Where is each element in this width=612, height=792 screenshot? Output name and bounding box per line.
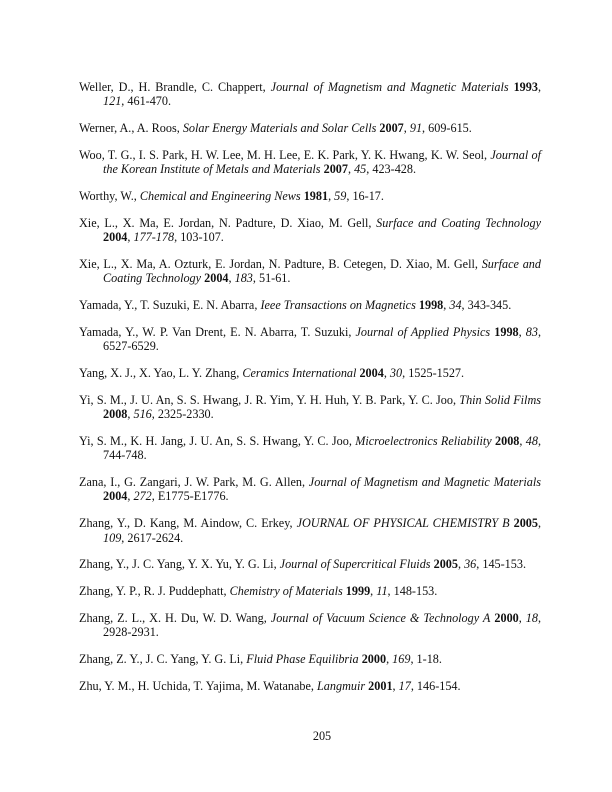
reference-volume: 18 (525, 611, 538, 626)
reference-journal: Journal of Supercritical Fluids (279, 557, 431, 572)
reference-journal: Ieee Transactions on Magnetics (260, 298, 416, 313)
reference-entry: Werner, A., A. Roos, Solar Energy Materials and Solar Cells 2007, 91, 609-615. (79, 121, 472, 136)
reference-year: 1981 (303, 189, 329, 204)
reference-journal: Chemistry of Materials (229, 584, 343, 599)
reference-entry: Zhang, Y., J. C. Yang, Y. X. Yu, Y. G. Li, Journal of Supercritical Fluids 2005, 36, 145-153. (79, 557, 527, 572)
reference-year: 2008 (103, 407, 128, 422)
reference-journal: Journal of Applied Physics (355, 325, 491, 340)
reference-authors: Werner, A., A. Roos, (79, 121, 183, 136)
reference-volume: 36 (464, 557, 477, 572)
reference-year: 2007 (323, 162, 348, 177)
reference-year: 2005 (433, 557, 458, 572)
reference-entry: Yamada, Y., T. Suzuki, E. N. Abarra, Ieee Transactions on Magnetics 1998, 34, 343-345. (79, 298, 512, 313)
reference-authors: Zhang, Y. P., R. J. Puddephatt, (79, 584, 230, 599)
reference-volume: 121 (103, 94, 122, 109)
reference-year: 1998 (418, 298, 444, 313)
reference-entry: Xie, L., X. Ma, A. Ozturk, E. Jordan, N. Padture, B. Cetegen, D. Xiao, M. Gell, Surface and Coating Technology 2004, 183, 51-61. (79, 257, 541, 286)
reference-volume: 30 (389, 366, 403, 381)
reference-authors: Weller, D., H. Brandle, C. Chappert, (79, 80, 271, 94)
reference-authors: Xie, L., X. Ma, A. Ozturk, E. Jordan, N. Padture, B. Cetegen, D. Xiao, M. Gell, (79, 257, 482, 272)
reference-volume: 48 (525, 434, 538, 449)
reference-authors: Zhang, Z. Y., J. C. Yang, Y. G. Li, (79, 652, 247, 667)
reference-pages: 461-470. (127, 94, 172, 109)
reference-authors: Worthy, W., (79, 189, 140, 204)
reference-entry: Yamada, Y., W. P. Van Drent, E. N. Abarra, T. Suzuki, Journal of Applied Physics 1998, 83, 6527-6529. (79, 325, 542, 354)
reference-journal: Surface and Coating Technology (376, 215, 541, 230)
reference-authors: Yang, X. J., X. Yao, L. Y. Zhang, (79, 366, 243, 381)
reference-pages: 343-345. (467, 298, 512, 313)
reference-pages: 744-748. (103, 448, 147, 463)
reference-entry: Zhang, Y., D. Kang, M. Aindow, C. Erkey, JOURNAL OF PHYSICAL CHEMISTRY B 2005, 109, 2617-2624. (79, 516, 542, 545)
reference-journal: Journal of Magnetism and Magnetic Materials (270, 80, 509, 94)
reference-journal: JOURNAL OF PHYSICAL CHEMISTRY B (296, 516, 510, 531)
reference-volume: 109 (103, 530, 122, 545)
reference-entry: Zhu, Y. M., H. Uchida, T. Yajima, M. Watanabe, Langmuir 2001, 17, 146-154. (79, 679, 461, 694)
reference-journal: Microelectronics Reliability (355, 434, 492, 449)
reference-pages: 145-153. (482, 557, 527, 572)
reference-year: 2004 (103, 489, 128, 504)
reference-authors: Zana, I., G. Zangari, J. W. Park, M. G. Allen, (79, 475, 309, 490)
reference-journal: Solar Energy Materials and Solar Cells (182, 121, 377, 136)
reference-volume: 91 (409, 121, 423, 136)
reference-year: 1999 (345, 584, 371, 599)
reference-year: 2008 (495, 434, 520, 449)
reference-volume: 17 (398, 679, 411, 694)
reference-authors: Yamada, Y., T. Suzuki, E. N. Abarra, (79, 298, 261, 313)
reference-entry: Xie, L., X. Ma, E. Jordan, N. Padture, D. Xiao, M. Gell, Surface and Coating Technology 2004, 177-178, 103-107. (79, 215, 541, 245)
reference-journal: Chemical and Engineering News (139, 189, 301, 204)
reference-volume: 34 (449, 298, 462, 313)
reference-pages: 16-17. (352, 189, 384, 204)
reference-journal: Fluid Phase Equilibria (246, 652, 359, 667)
reference-pages: 2617-2624. (127, 530, 184, 545)
reference-pages: 2928-2931. (103, 625, 159, 640)
reference-year: 2004 (204, 271, 229, 286)
reference-entry: Zana, I., G. Zangari, J. W. Park, M. G. Allen, Journal of Magnetism and Magnetic Materials 2004, 272, E1775-E1776. (79, 475, 541, 504)
reference-volume: 183 (234, 271, 253, 286)
reference-pages: 423-428. (372, 162, 417, 177)
reference-list (79, 80, 541, 706)
reference-authors: Zhang, Y., J. C. Yang, Y. X. Yu, Y. G. Li, (79, 557, 280, 572)
reference-authors: Zhang, Z. L., X. H. Du, W. D. Wang, (79, 611, 271, 626)
reference-pages: 146-154. (416, 679, 461, 694)
reference-entry: Woo, T. G., I. S. Park, H. W. Lee, M. H. Lee, E. K. Park, Y. K. Hwang, K. W. Seol, Journal of the Korean Institute of Metals and Materials 2007, 45, 423-428. (79, 147, 541, 177)
reference-pages: 1-18. (416, 652, 442, 667)
reference-volume: 59 (334, 189, 347, 204)
reference-volume: 516 (133, 407, 152, 422)
reference-year: 1993 (513, 80, 538, 94)
reference-volume: 272 (133, 489, 152, 504)
reference-volume: 177-178 (133, 230, 175, 245)
reference-year: 2000 (361, 652, 387, 667)
reference-pages: 1525-1527. (408, 366, 465, 381)
reference-year: 2004 (103, 230, 128, 245)
reference-pages: 6527-6529. (103, 339, 159, 354)
reference-pages: 2325-2330. (157, 407, 214, 422)
reference-year: 1998 (494, 325, 519, 340)
reference-pages: 51-61. (258, 271, 291, 286)
reference-authors: Yi, S. M., J. U. An, S. S. Hwang, J. R. Yim, Y. H. Huh, Y. B. Park, Y. C. Joo, (79, 393, 460, 408)
reference-year: 2001 (368, 679, 393, 694)
reference-journal: Thin Solid Films (459, 393, 541, 408)
reference-authors: Yamada, Y., W. P. Van Drent, E. N. Abarra, T. Suzuki, (79, 325, 356, 340)
reference-volume: 83 (525, 325, 538, 340)
reference-authors: Zhu, Y. M., H. Uchida, T. Yajima, M. Watanabe, (79, 679, 318, 694)
reference-year: 2000 (494, 611, 519, 626)
reference-entry: Zhang, Z. L., X. H. Du, W. D. Wang, Journal of Vacuum Science & Technology A 2000, 18, 2928-2931. (79, 611, 542, 640)
reference-pages: 148-153. (393, 584, 438, 599)
reference-entry: Yang, X. J., X. Yao, L. Y. Zhang, Ceramics International 2004, 30, 1525-1527. (79, 366, 465, 381)
reference-volume: 11 (376, 584, 388, 599)
reference-pages: 103-107. (180, 230, 224, 245)
reference-entry: Zhang, Y. P., R. J. Puddephatt, Chemistry of Materials 1999, 11, 148-153. (79, 584, 438, 599)
reference-journal: Ceramics International (242, 366, 357, 381)
reference-year: 2004 (359, 366, 384, 381)
reference-authors: Woo, T. G., I. S. Park, H. W. Lee, M. H. Lee, E. K. Park, Y. K. Hwang, K. W. Seol, (79, 147, 491, 162)
reference-journal: Journal of the Korean Institute of Metals and Materials (103, 147, 541, 177)
page-number: 205 (312, 729, 332, 743)
reference-journal: Langmuir (317, 679, 366, 694)
reference-authors: Zhang, Y., D. Kang, M. Aindow, C. Erkey, (79, 516, 297, 531)
reference-entry: Worthy, W., Chemical and Engineering News 1981, 59, 16-17. (79, 189, 384, 204)
reference-journal: Journal of Magnetism and Magnetic Materials (308, 475, 541, 490)
reference-year: 2005 (513, 516, 538, 531)
reference-pages: E1775-E1776. (157, 489, 229, 504)
reference-year: 2007 (379, 121, 404, 136)
reference-authors: Xie, L., X. Ma, E. Jordan, N. Padture, D. Xiao, M. Gell, (79, 215, 377, 230)
reference-entry: Yi, S. M., K. H. Jang, J. U. An, S. S. Hwang, Y. C. Joo, Microelectronics Reliability 2008, 48, 744-748. (79, 434, 542, 463)
reference-authors: Yi, S. M., K. H. Jang, J. U. An, S. S. Hwang, Y. C. Joo, (79, 434, 356, 449)
reference-entry: Yi, S. M., J. U. An, S. S. Hwang, J. R. Yim, Y. H. Huh, Y. B. Park, Y. C. Joo, Thin Solid Films 2008, 516, 2325-2330. (79, 393, 541, 422)
reference-entry: Weller, D., H. Brandle, C. Chappert, Journal of Magnetism and Magnetic Materials 1993, 121, 461-470. (79, 80, 541, 109)
reference-volume: 169 (392, 652, 411, 667)
reference-journal: Journal of Vacuum Science & Technology A (270, 611, 491, 626)
reference-pages: 609-615. (428, 121, 472, 136)
reference-journal: Surface and Coating Technology (103, 257, 541, 286)
reference-volume: 45 (354, 162, 367, 177)
reference-entry: Zhang, Z. Y., J. C. Yang, Y. G. Li, Fluid Phase Equilibria 2000, 169, 1-18. (79, 652, 442, 667)
